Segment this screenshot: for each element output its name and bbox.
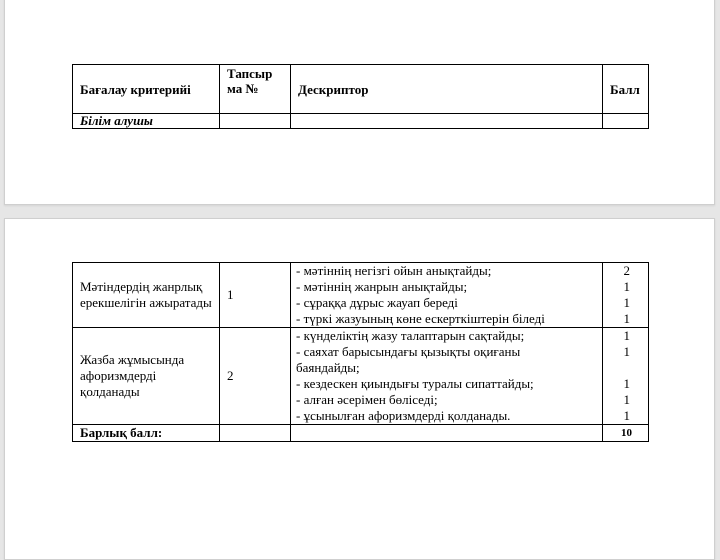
score-cell bbox=[603, 263, 649, 328]
score-value: 1 bbox=[623, 311, 630, 326]
empty-cell bbox=[291, 425, 603, 442]
learner-subheader: Білім алушы bbox=[73, 114, 220, 129]
assessment-header-table bbox=[72, 64, 649, 129]
table-row bbox=[73, 263, 649, 328]
total-value: 10 bbox=[603, 425, 649, 442]
descriptor-line: - мәтіннің жанрын анықтайды; bbox=[296, 279, 468, 294]
score-value: 1 bbox=[623, 376, 630, 391]
descriptor-line: - алған әсерімен бөліседі; bbox=[296, 392, 438, 407]
score-value: 1 bbox=[623, 408, 630, 423]
criteria-header: Бағалау критерийі bbox=[73, 65, 220, 114]
descriptor-header: Дескриптор bbox=[291, 65, 603, 114]
task-number-header bbox=[220, 65, 291, 114]
descriptor-line: - ұсынылған афоризмдерді қолданады. bbox=[296, 408, 511, 423]
table-row bbox=[73, 328, 649, 425]
empty-cell bbox=[291, 114, 603, 129]
score-cell bbox=[603, 328, 649, 425]
total-label: Барлық балл: bbox=[73, 425, 220, 442]
score-header: Балл bbox=[603, 65, 649, 114]
descriptor-line: - кездескен қиындығы туралы сипаттайды; bbox=[296, 376, 534, 391]
score-value: 1 bbox=[623, 279, 630, 294]
criterion-cell: Жазба жұмысында афоризмдерді қолданады bbox=[73, 328, 220, 425]
document-page-2 bbox=[4, 218, 715, 560]
score-value: 1 bbox=[623, 344, 630, 359]
score-value: 2 bbox=[623, 263, 630, 278]
descriptor-line: - мәтіннің негізгі ойын анықтайды; bbox=[296, 263, 492, 278]
assessment-body-table bbox=[72, 262, 649, 442]
descriptor-line: баяндайды; bbox=[296, 360, 360, 375]
criterion-cell: Мәтіндердің жанрлық ерекшелігін ажыратады bbox=[73, 263, 220, 328]
descriptor-cell bbox=[291, 263, 603, 328]
task-number-header-text: Тапсыр ма № bbox=[227, 66, 273, 96]
descriptor-line: - сұраққа дұрыс жауап береді bbox=[296, 295, 458, 310]
document-page-1 bbox=[4, 0, 715, 205]
empty-cell bbox=[220, 114, 291, 129]
total-row bbox=[73, 425, 649, 442]
empty-cell bbox=[603, 114, 649, 129]
score-value: 1 bbox=[623, 328, 630, 343]
empty-cell bbox=[220, 425, 291, 442]
descriptor-cell bbox=[291, 328, 603, 425]
task-number-cell: 2 bbox=[220, 328, 291, 425]
score-value: 1 bbox=[623, 295, 630, 310]
score-gap bbox=[603, 360, 630, 376]
task-number-cell: 1 bbox=[220, 263, 291, 328]
descriptor-line: - түркі жазуының көне ескерткіштерін біледі bbox=[296, 311, 545, 326]
descriptor-line: - күнделіктің жазу талаптарын сақтайды; bbox=[296, 328, 525, 343]
descriptor-line: - саяхат барысындағы қызықты оқиғаны bbox=[296, 344, 521, 359]
score-value: 1 bbox=[623, 392, 630, 407]
